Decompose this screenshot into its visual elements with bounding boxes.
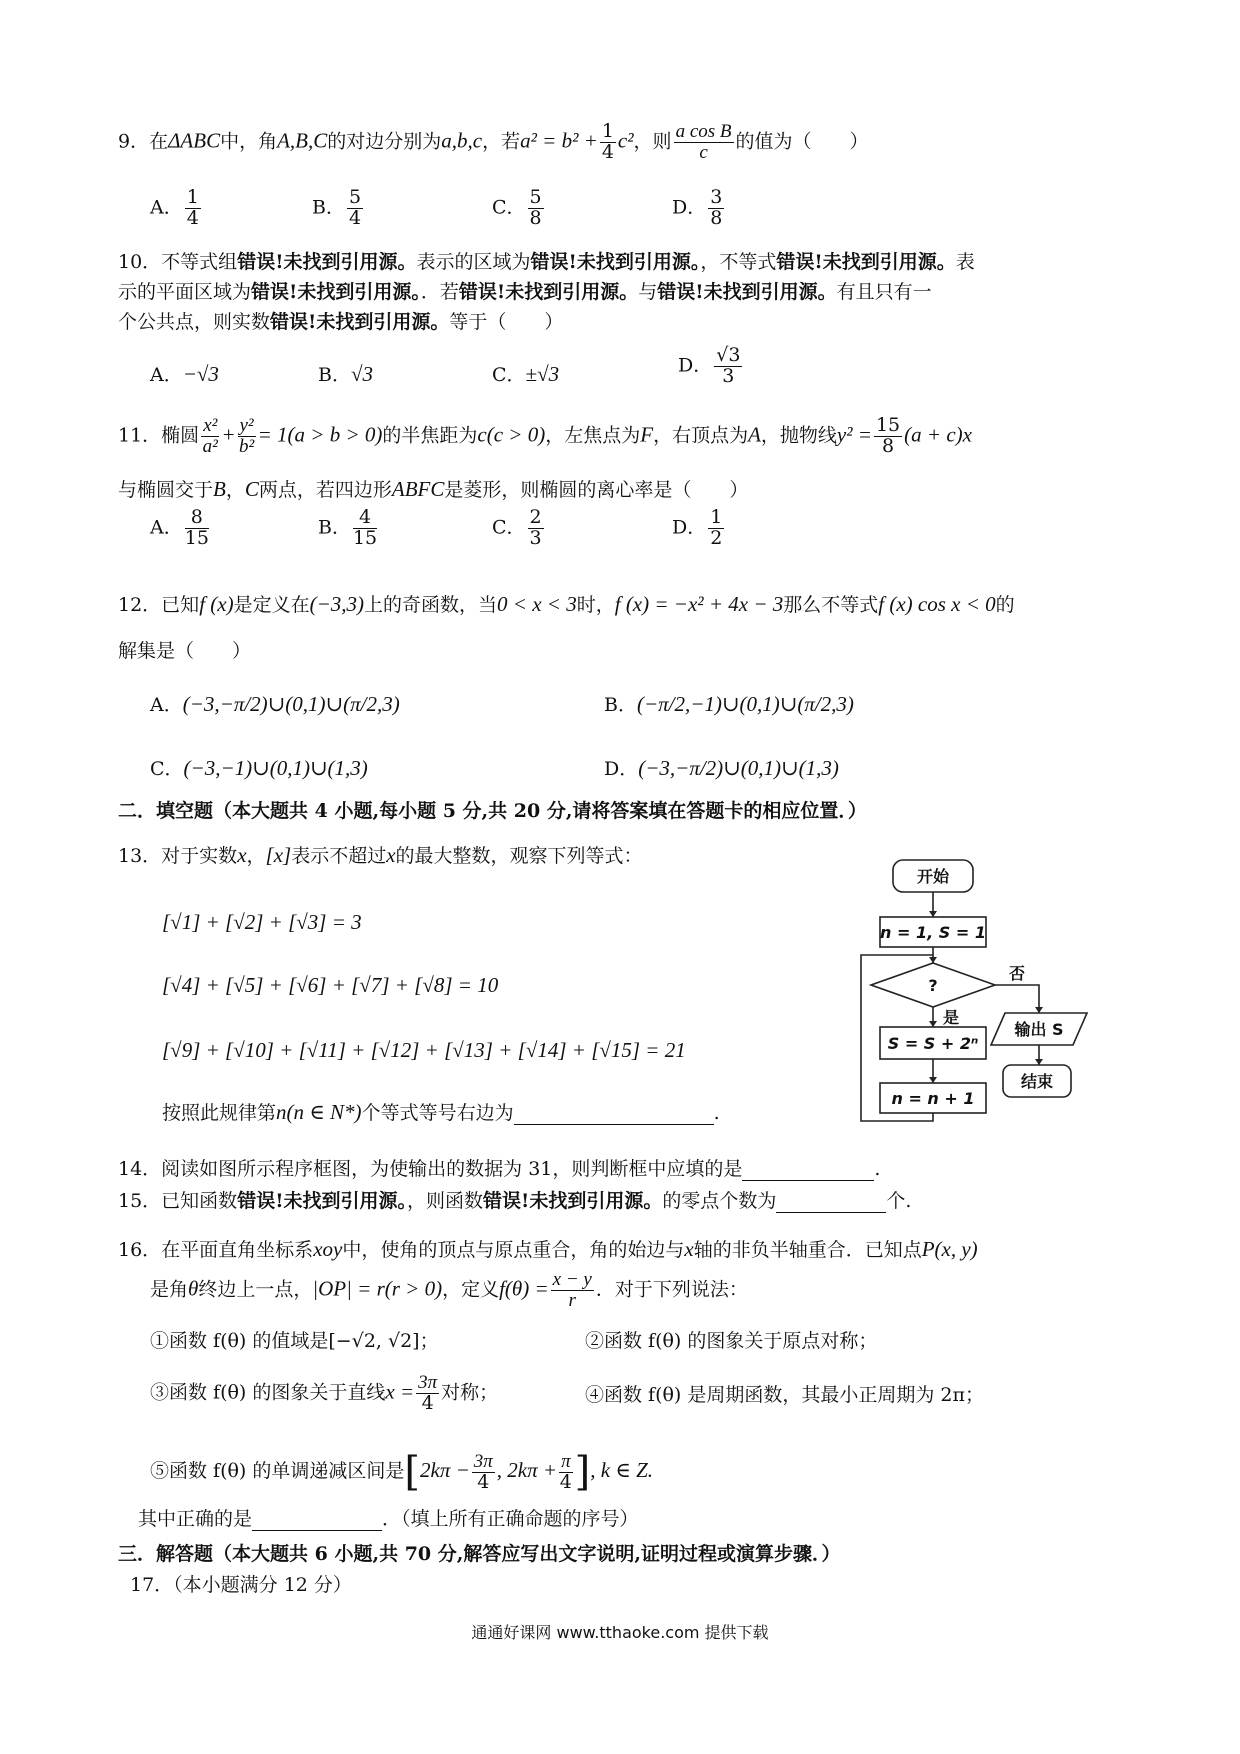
flowchart-init-label: n = 1, S = 1 bbox=[880, 923, 986, 942]
section-3-heading: 三．解答题（本大题共 6 小题,共 70 分,解答应写出文字说明,证明过程或演算步骤．） bbox=[118, 1543, 841, 1565]
flowchart bbox=[835, 855, 1135, 1135]
q11-option-c: C． $\frac{2}{3}$ bbox=[492, 506, 542, 549]
q10-line-1: 10．不等式组错误!未找到引用源。表示的区域为错误!未找到引用源。，不等式错误!未找到引用源。表 bbox=[118, 251, 975, 273]
q10-line-2: 示的平面区域为错误!未找到引用源。．若错误!未找到引用源。与错误!未找到引用源。有且只有一 bbox=[118, 281, 932, 303]
flowchart-cond-label: ? bbox=[928, 976, 938, 995]
flowchart-start-label: 开始 bbox=[916, 867, 950, 886]
q13-answer-blank[interactable] bbox=[514, 1106, 714, 1125]
q9-option-c: C． $\frac{5}{8}$ bbox=[492, 186, 542, 229]
q10-option-d: D． $\frac{√3}{3}$ bbox=[678, 344, 741, 387]
q9-option-d: D． $\frac{3}{8}$ bbox=[672, 186, 723, 229]
q13-stem: 13．对于实数x，[x]表示不超过x的最大整数，观察下列等式： bbox=[118, 843, 643, 867]
q15-answer-blank[interactable] bbox=[776, 1194, 886, 1213]
q13-equation-2: [√4] + [√5] + [√6] + [√7] + [√8] = 10 bbox=[162, 973, 499, 997]
q11-line-2: 与椭圆交于B，C两点，若四边形ABFC是菱形，则椭圆的离心率是（ ） bbox=[118, 477, 749, 501]
flowchart-yes-label: 是 bbox=[942, 1008, 960, 1027]
footer-text: 通通好课网 www.tthaoke.com 提供下载 bbox=[471, 1623, 769, 1642]
flowchart-end-label: 结束 bbox=[1020, 1072, 1054, 1091]
q11-option-a: A． $\frac{8}{15}$ bbox=[150, 506, 209, 549]
q16-answer-blank[interactable] bbox=[252, 1512, 382, 1531]
q12-option-d: D．(−3,−π/2)∪(0,1)∪(1,3) bbox=[604, 756, 839, 780]
q9-stem: 9．在ΔABC中，角A,B,C的对边分别为a,b,c，若a² = b² + $\frac{1}{4}$ c²，则 $\frac{\text{a cos B}}{c}$ 的值为（ ） bbox=[118, 120, 869, 163]
q11-line-1: 11．椭圆 $\frac{\text{x²}}{\text{a²}}$ + $\frac{\text{y²}}{\text{b²}}$ = 1(a > b > 0)的半焦距为c(c > 0)，左焦点为F，右顶点为A，抛物线y² = $\frac{15}{8}$ (a + c)x bbox=[118, 414, 972, 457]
flowchart-update-s-label: S = S + 2ⁿ bbox=[887, 1034, 979, 1053]
q15-stem: 15．已知函数错误!未找到引用源。，则函数错误!未找到引用源。的零点个数为 个. bbox=[118, 1190, 912, 1212]
q16-line-1: 16．在平面直角坐标系xoy中，使角的顶点与原点重合，角的始边与x轴的非负半轴重合．已知点P(x, y) bbox=[118, 1237, 978, 1261]
q12-line-2: 解集是（ ） bbox=[118, 640, 252, 662]
q17-heading: 17．（本小题满分 12 分） bbox=[130, 1574, 352, 1596]
flowchart-output-label: 输出 S bbox=[1014, 1020, 1064, 1039]
q11-option-d: D． $\frac{1}{2}$ bbox=[672, 506, 723, 549]
q9-option-a: A． $\frac{1}{4}$ bbox=[150, 186, 199, 229]
q12-option-a: A．(−3,−π/2)∪(0,1)∪(π/2,3) bbox=[150, 692, 400, 716]
section-2-heading: 二．填空题（本大题共 4 小题,每小题 5 分,共 20 分,请将答案填在答题卡的相应位置．） bbox=[118, 800, 867, 822]
q13-equation-1: [√1] + [√2] + [√3] = 3 bbox=[162, 910, 362, 934]
q9-frac: $\frac{1}{4}$ bbox=[601, 120, 614, 163]
q16-statement-5: ⑤函数 f(θ) 的单调递减区间是[2kπ − $\frac{3\pi}{4}$ , 2kπ + $\frac{\pi}{4}$ ], k ∈ Z. bbox=[150, 1449, 653, 1495]
q12-option-b: B．(−π/2,−1)∪(0,1)∪(π/2,3) bbox=[604, 692, 854, 716]
q13-rule: 按照此规律第n(n ∈ N*)个等式等号右边为 . bbox=[162, 1100, 720, 1124]
q14-answer-blank[interactable] bbox=[742, 1162, 874, 1181]
q16-line-2: 是角θ终边上一点，|OP| = r(r > 0)，定义f(θ) = $\frac{x - y}{r}$ ．对于下列说法： bbox=[150, 1269, 748, 1311]
q10-option-b: B．√3 bbox=[318, 362, 373, 386]
q9-ratio: $\frac{\text{a cos B}}{c}$ bbox=[675, 121, 732, 163]
q10-line-3: 个公共点，则实数错误!未找到引用源。等于（ ） bbox=[118, 311, 564, 333]
q16-statement-2: ②函数 f(θ) 的图象关于原点对称； bbox=[585, 1330, 878, 1352]
q14-stem: 14．阅读如图所示程序框图，为使输出的数据为 31，则判断框中应填的是 . bbox=[118, 1158, 881, 1180]
q11-option-b: B． $\frac{4}{15}$ bbox=[318, 506, 378, 549]
q16-statement-4: ④函数 f(θ) 是周期函数，其最小正周期为 2π； bbox=[585, 1384, 984, 1406]
q12-option-c: C．(−3,−1)∪(0,1)∪(1,3) bbox=[150, 756, 368, 780]
q13-equation-3: [√9] + [√10] + [√11] + [√12] + [√13] + [√14] + [√15] = 21 bbox=[162, 1038, 686, 1062]
q9-option-b: B． $\frac{5}{4}$ bbox=[312, 186, 362, 229]
flowchart-update-n-label: n = n + 1 bbox=[891, 1089, 975, 1108]
q10-option-c: C．±√3 bbox=[492, 362, 560, 386]
q16-statement-1: ①函数 f(θ) 的值域是[−√2, √2]； bbox=[150, 1330, 439, 1352]
q12-line-1: 12．已知f (x)是定义在(−3,3)上的奇函数，当0 < x < 3时，f (x) = −x² + 4x − 3那么不等式f (x) cos x < 0的 bbox=[118, 592, 1015, 616]
flowchart-no-label: 否 bbox=[1008, 964, 1026, 983]
q10-option-a: A．−√3 bbox=[150, 362, 219, 386]
q16-answer: 其中正确的是 ．（填上所有正确命题的序号） bbox=[138, 1508, 639, 1530]
q16-statement-3: ③函数 f(θ) 的图象关于直线x = $\frac{3\pi}{4}$ 对称； bbox=[150, 1372, 499, 1414]
